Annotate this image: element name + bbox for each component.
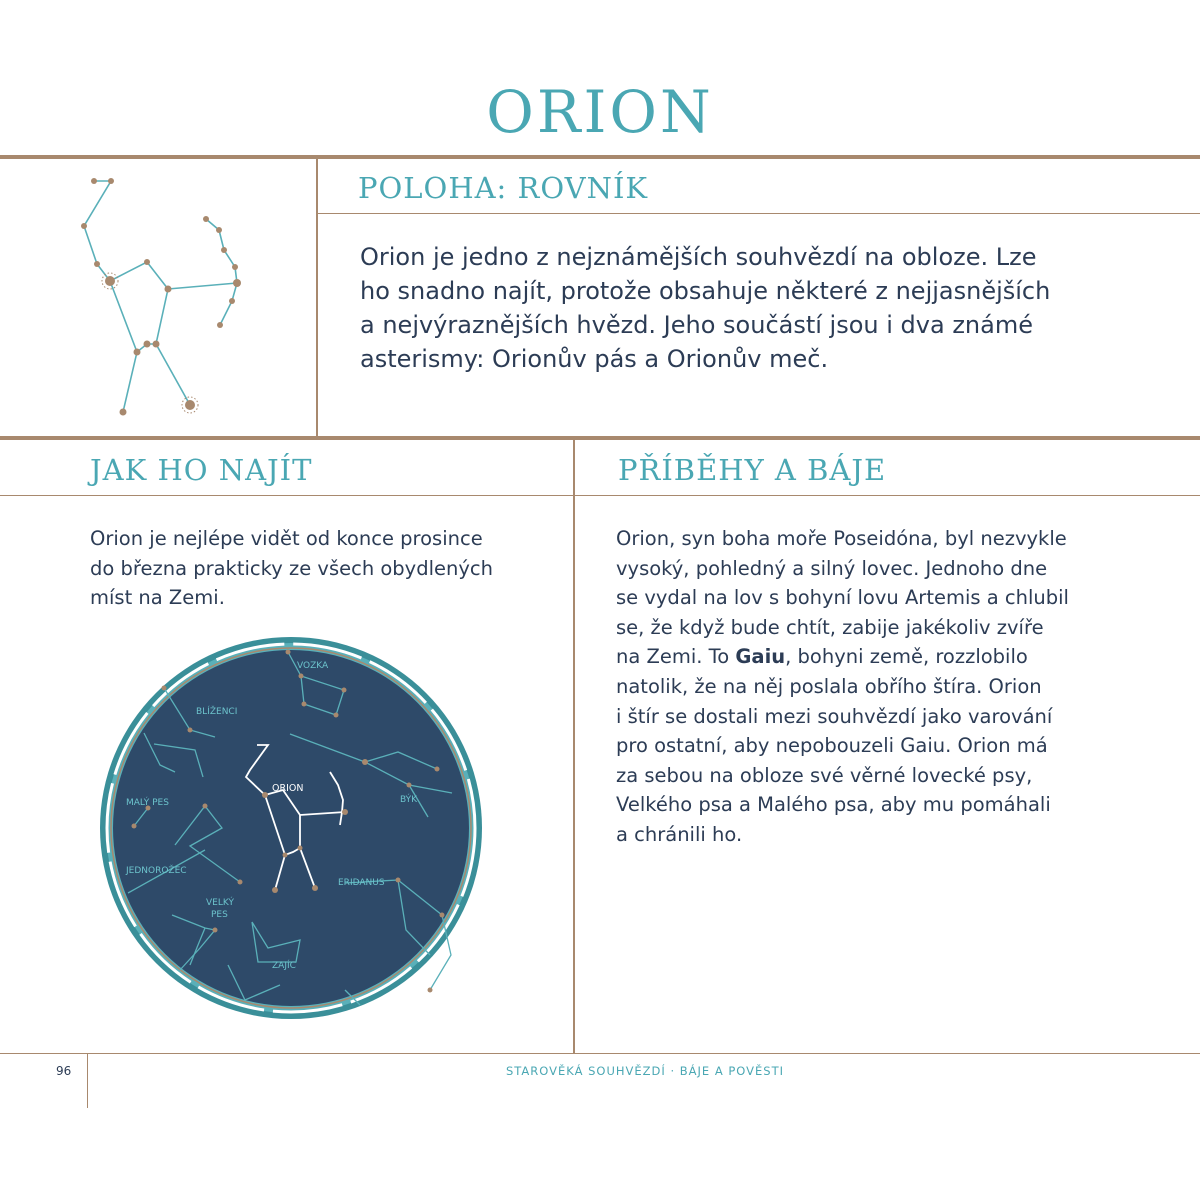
orion-constellation-diagram [60, 170, 260, 430]
location-heading: POLOHA: ROVNÍK [358, 171, 649, 205]
location-heading-rule [317, 213, 1200, 214]
top-rule [0, 155, 1200, 159]
map-label-blizenci: BLÍŽENCI [196, 707, 238, 717]
page-title: ORION [486, 78, 714, 146]
map-label-zajic: ZAJÍC [272, 961, 296, 971]
map-label-byk: BÝK [400, 795, 418, 805]
map-label-eridanus: ERIDANUS [338, 878, 385, 888]
find-heading: JAK HO NAJÍT [90, 453, 313, 487]
section-heading-rule [0, 495, 1200, 496]
intro-paragraph: Orion je jedno z nejznámějších souhvězdí na obloze. Lze ho snadno najít, protože obsahuje některé z nejjasnějších a nejvýraznějších hvězd. Jeho součástí jsou i dva známé asterismy: Orionův pás a Orionův meč. [360, 243, 1051, 373]
gaia-emphasis: Gaiu [735, 645, 786, 669]
map-label-velky: VELKÝ [206, 898, 234, 908]
top-divider [316, 159, 318, 436]
column-divider [573, 440, 575, 1054]
story-paragraph: Orion, syn boha moře Poseidóna, byl nezvykle vysoký, pohledný a silný lovec. Jednoho dne se vydal na lov s bohyní lovu Artemis a chlubil se, že když bude chtít, zabije jakékoliv zvíře na Zemi. To Gaiu, bohyni země, rozzlobilo natolik, že na něj poslala obřího štíra. Orion i štír se dostali mezi souhvězdí jako varování pro ostatní, aby nepobouzeli Gaiu. Orion má za sebou na obloze své věrné lovecké psy, Velkého psa a Malého psa, aby mu pomáhali a chránili ho. [616, 527, 1069, 846]
map-label-maly-pes: MALÝ PES [126, 798, 169, 808]
page-number: 96 [56, 1064, 72, 1078]
map-label-jednorozec: JEDNOROŽEC [126, 866, 187, 876]
map-label-vozka: VOZKA [297, 661, 329, 671]
story-heading: PŘÍBĚHY A BÁJE [618, 453, 887, 487]
map-label-orion: ORION [272, 783, 304, 794]
map-label-pes: PES [211, 910, 228, 920]
middle-rule [0, 436, 1200, 440]
footer-title: STAROVĚKÁ SOUHVĚZDÍ · BÁJE A POVĚSTI [506, 1064, 784, 1078]
bottom-rule [0, 1053, 1200, 1054]
find-paragraph: Orion je nejlépe vidět od konce prosince do března prakticky ze všech obydlených míst na Zemi. [90, 527, 493, 610]
star-map [100, 634, 486, 1020]
footer-divider [87, 1054, 88, 1108]
